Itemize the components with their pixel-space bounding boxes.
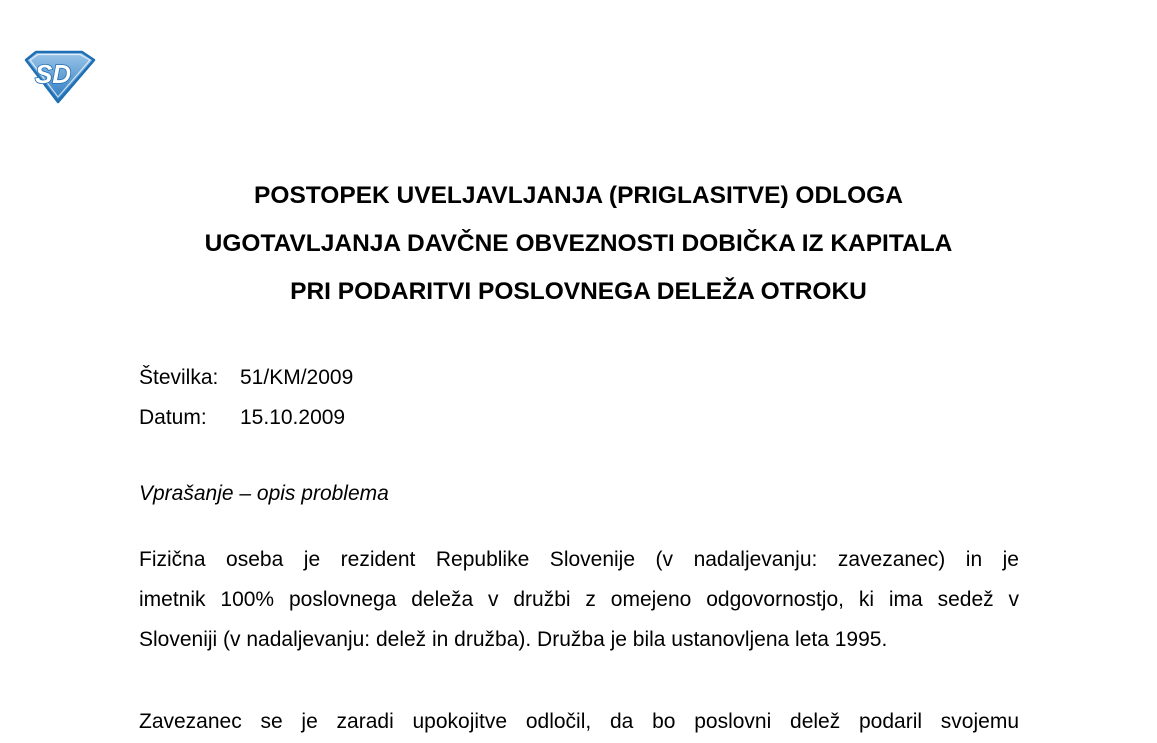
paragraph-1-line: imetnik 100% poslovnega deleža v družbi z omejeno odgovornostjo, ki ima sedež v bbox=[139, 588, 1019, 611]
paragraph-1 bbox=[139, 540, 1019, 660]
date-label: Datum: bbox=[139, 406, 207, 429]
title-line-2: UGOTAVLJANJA DAVČNE OBVEZNOSTI DOBIČKA IZ KAPITALA bbox=[204, 230, 953, 257]
number-value: 51/KM/2009 bbox=[240, 366, 354, 389]
svg-text:SD: SD bbox=[34, 59, 72, 89]
paragraph-2-line: Zavezanec se je zaradi upokojitve odločil, da bo poslovni delež podaril svojemu bbox=[139, 710, 1019, 733]
number-label: Številka: bbox=[139, 366, 219, 389]
title-line-1: POSTOPEK UVELJAVLJANJA (PRIGLASITVE) ODLOGA bbox=[254, 182, 903, 209]
section-heading: Vprašanje – opis problema bbox=[139, 482, 389, 505]
date-row bbox=[139, 398, 353, 438]
paragraph-2 bbox=[139, 702, 1019, 742]
title-line-3: PRI PODARITVI POSLOVNEGA DELEŽA OTROKU bbox=[290, 278, 867, 305]
paragraph-1-line: Fizična oseba je rezident Republike Slovenije (v nadaljevanju: zavezanec) in je bbox=[139, 548, 1019, 571]
company-logo bbox=[22, 50, 96, 104]
document-title bbox=[0, 172, 1157, 316]
paragraph-1-line: Sloveniji (v nadaljevanju: delež in družba). Družba je bila ustanovljena leta 1995. bbox=[139, 628, 888, 651]
document-meta bbox=[139, 358, 353, 438]
date-value: 15.10.2009 bbox=[240, 406, 346, 429]
number-row bbox=[139, 358, 353, 398]
